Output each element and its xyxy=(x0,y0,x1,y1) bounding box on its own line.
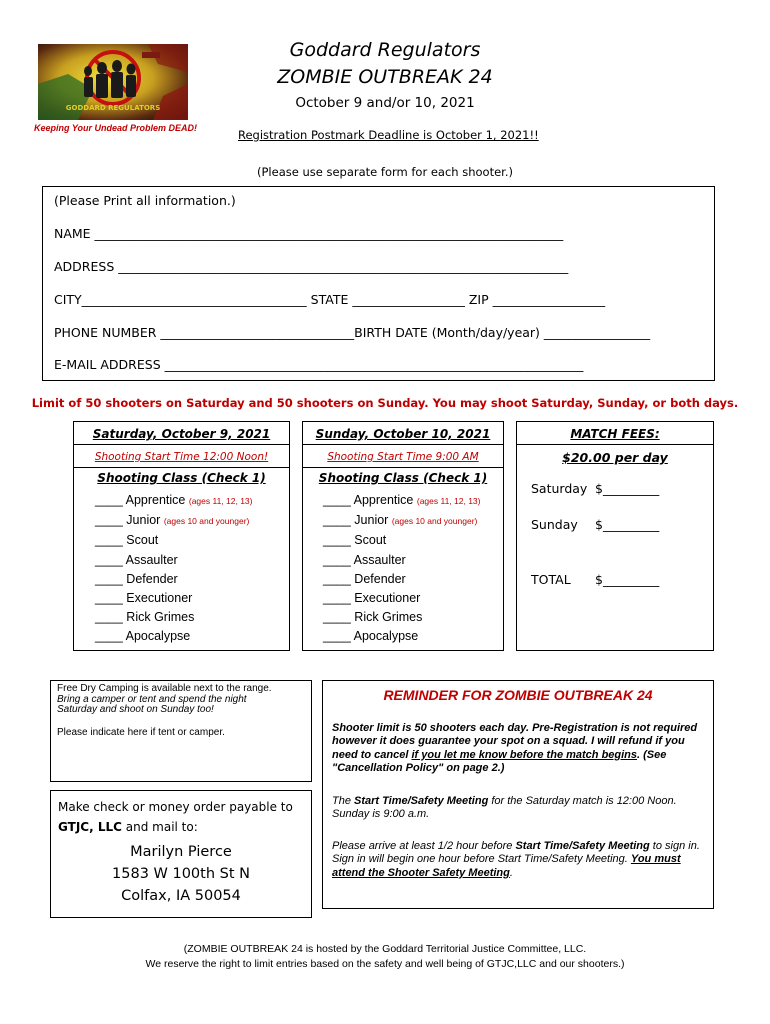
footer-rights-note: We reserve the right to limit entries based on the safety and well being of GTJC,LLC and our shooters.) xyxy=(145,958,625,970)
list-item[interactable]: ____ Apprentice (ages 11, 12, 13) xyxy=(95,493,253,507)
address-field[interactable]: ADDRESS ________________________________________________________________________ xyxy=(54,259,569,274)
postmark-deadline: Registration Postmark Deadline is October 1, 2021!! xyxy=(238,128,539,142)
list-item[interactable]: ____ Executioner xyxy=(95,591,193,606)
mailing-address: Marilyn Pierce 1583 W 100th St N Colfax, IA 50054 xyxy=(112,844,250,904)
saturday-class-heading: Shooting Class (Check 1) xyxy=(97,471,266,485)
saturday-divider-2 xyxy=(73,467,290,468)
print-note: (Please Print all information.) xyxy=(54,193,236,208)
total-fee-label: TOTAL xyxy=(531,572,571,587)
name-field[interactable]: NAME ___________________________________________________________________________ xyxy=(54,226,564,241)
list-item[interactable]: ____ Defender xyxy=(95,571,178,586)
list-item[interactable]: ____ Apocalypse xyxy=(323,629,419,644)
shooter-limit-notice: Limit of 50 shooters on Saturday and 50 shooters on Sunday. You may shoot Saturday, Sunday, or both days. xyxy=(31,396,739,410)
list-item[interactable]: ____ Scout xyxy=(95,533,159,548)
list-item[interactable]: ____ Executioner xyxy=(323,591,421,606)
reminder-paragraph-limit: Shooter limit is 50 shooters each day. Pre-Registration is not required however it does guarantee your spot on a squad. I will refund if you need to cancel if you let me know before the match begins. (See "Cancellation Policy" on page 2.) xyxy=(332,722,698,774)
footer-host-note: (ZOMBIE OUTBREAK 24 is hosted by the Goddard Territorial Justice Committee, LLC. xyxy=(183,943,587,955)
city-state-zip-field[interactable]: CITY____________________________________ STATE __________________ ZIP __________________ xyxy=(54,292,606,307)
camping-text: Free Dry Camping is available next to the range. Bring a camper or tent and spend the night Saturday and shoot on Sunday too! xyxy=(57,683,272,715)
sunday-class-heading: Shooting Class (Check 1) xyxy=(318,471,488,485)
list-item[interactable]: ____ Apocalypse xyxy=(95,629,191,644)
fees-per-day: $20.00 per day xyxy=(562,450,668,465)
org-title: Goddard Regulators xyxy=(289,39,481,61)
event-dates: October 9 and/or 10, 2021 xyxy=(295,95,475,111)
saturday-fee-label: Saturday xyxy=(531,481,588,496)
event-title: ZOMBIE OUTBREAK 24 xyxy=(277,66,493,88)
list-item[interactable]: ____ Junior (ages 10 and younger) xyxy=(95,513,250,528)
list-item[interactable]: ____ Assaulter xyxy=(323,552,406,567)
event-logo xyxy=(38,44,188,120)
sunday-start-time: Shooting Start Time 9:00 AM xyxy=(327,451,479,463)
phone-birthdate-field[interactable]: PHONE NUMBER _______________________________BIRTH DATE (Month/day/year) _________________ xyxy=(54,325,651,340)
list-item[interactable]: ____ Rick Grimes xyxy=(323,610,423,625)
sunday-fee-field[interactable]: $_________ xyxy=(595,517,660,532)
reminder-paragraph-arrive: Please arrive at least 1/2 hour before Start Time/Safety Meeting to sign in. Sign in will begin one hour before Start Time/Safety Meeting. You must attend the Shooter Safety Meeting. xyxy=(332,840,700,879)
sunday-fee-label: Sunday xyxy=(531,517,578,532)
saturday-fee-field[interactable]: $_________ xyxy=(595,481,660,496)
payee-name: GTJC, LLC xyxy=(58,820,122,834)
list-item[interactable]: ____ Apprentice (ages 11, 12, 13) xyxy=(323,493,481,507)
sunday-class-list xyxy=(323,491,481,647)
fees-divider xyxy=(516,444,714,445)
sunday-divider-2 xyxy=(302,467,504,468)
tent-or-camper-field[interactable]: Please indicate here if tent or camper. xyxy=(57,727,225,738)
reminder-title: REMINDER FOR ZOMBIE OUTBREAK 24 xyxy=(383,687,653,703)
email-field[interactable]: E-MAIL ADDRESS ___________________________________________________________________ xyxy=(54,357,584,372)
saturday-class-list xyxy=(95,491,253,647)
shooter-info-form xyxy=(42,186,715,381)
logo-tagline: Keeping Your Undead Problem DEAD! xyxy=(34,123,198,133)
list-item[interactable]: ____ Scout xyxy=(323,533,387,548)
saturday-heading: Saturday, October 9, 2021 xyxy=(92,427,271,441)
list-item[interactable]: ____ Defender xyxy=(323,571,406,586)
fees-heading: MATCH FEES: xyxy=(570,427,660,441)
separate-form-note: (Please use separate form for each shooter.) xyxy=(257,165,513,179)
sunday-heading: Sunday, October 10, 2021 xyxy=(315,427,491,441)
zombie-logo-art xyxy=(38,44,188,120)
payment-instructions: Make check or money order payable to GTJC, LLC and mail to: xyxy=(58,800,293,834)
saturday-start-time: Shooting Start Time 12:00 Noon! xyxy=(94,451,269,463)
list-item[interactable]: ____ Junior (ages 10 and younger) xyxy=(323,513,478,528)
total-fee-field[interactable]: $_________ xyxy=(595,572,660,587)
list-item[interactable]: ____ Assaulter xyxy=(95,552,178,567)
sunday-divider-1 xyxy=(302,444,504,445)
svg-text:GODDARD REGULATORS: GODDARD REGULATORS xyxy=(65,104,161,112)
list-item[interactable]: ____ Rick Grimes xyxy=(95,610,195,625)
reminder-paragraph-start: The Start Time/Safety Meeting for the Saturday match is 12:00 Noon. Sunday is 9:00 a.m. xyxy=(332,795,677,821)
saturday-divider-1 xyxy=(73,444,290,445)
